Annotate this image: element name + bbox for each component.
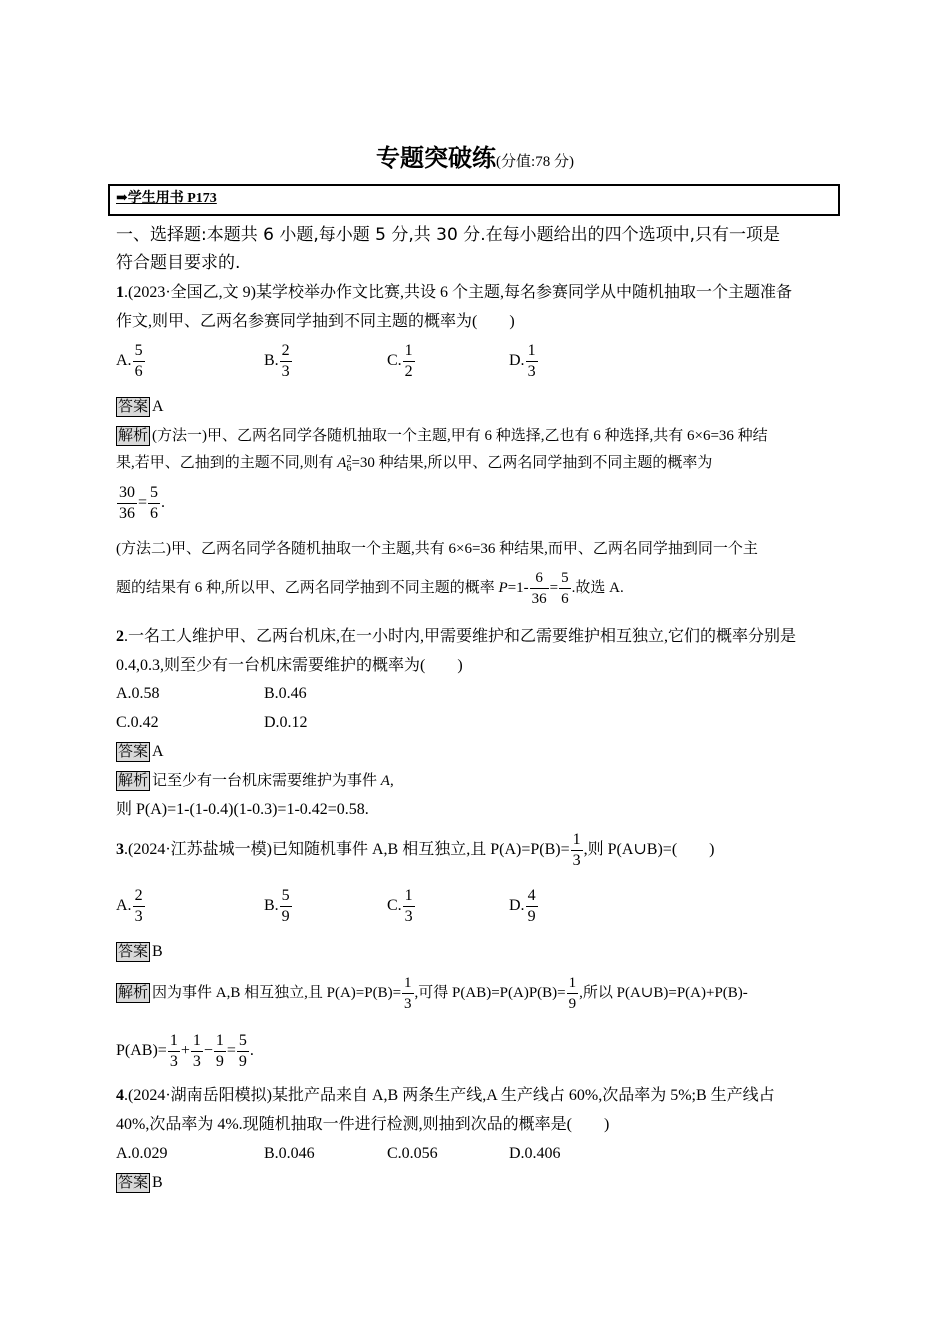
q4-option-d: D.0.406	[509, 1145, 561, 1162]
q1-option-a: A. $\frac{5}{6}$	[116, 342, 143, 380]
q4-option-a: A.0.029	[116, 1145, 168, 1162]
q1-option-d: D. $\frac{1}{3}$	[509, 342, 536, 380]
answer-label: 答案	[118, 1175, 149, 1191]
q3-option-b: B. $\frac{5}{9}$	[264, 887, 290, 925]
q2-stem-line1: 2.一名工人维护甲、乙两台机床,在一小时内,甲需要维护和乙需要维护相互独立,它们的概率分别是	[116, 628, 797, 645]
q3-analysis-line1: 解析 因为事件 A,B 相互独立,且 P(A)=P(B)= $\frac{1}{3}$ ,可得 P(AB)=P(A)P(B)= $\frac{1}{9}$ ,所以 P(A∪B)=P(A)+P(B)-	[118, 975, 748, 1012]
q2-option-c: C.0.42	[116, 714, 159, 731]
title-score: (分值:78 分)	[496, 154, 574, 170]
q1-analysis-line1: 解析 (方法一)甲、乙两名同学各随机抽取一个主题,甲有 6 种选择,乙也有 6 种选择,共有 6×6=36 种结	[118, 428, 768, 444]
q4-option-b: B.0.046	[264, 1145, 315, 1162]
analysis-label: 解析	[118, 428, 149, 444]
q1-analysis-line4: (方法二)甲、乙两名同学各随机抽取一个主题,共有 6×6=36 种结果,而甲、乙两名同学抽到同一个主	[116, 541, 758, 557]
section-heading-line2: 符合题目要求的.	[116, 253, 241, 273]
section-heading-line1: 一、选择题:本题共 6 小题,每小题 5 分,共 30 分.在每小题给出的四个选项中,只有一项是	[116, 225, 781, 245]
q1-answer: 答案 A	[118, 398, 164, 415]
book-reference-box	[108, 184, 840, 216]
q3-option-c: C. $\frac{1}{3}$	[387, 887, 413, 925]
q3-number: 3	[116, 841, 124, 859]
q2-analysis-line2: 则 P(A)=1-(1-0.4)(1-0.3)=1-0.42=0.58.	[116, 801, 369, 818]
answer-label: 答案	[118, 944, 149, 960]
page-title	[0, 144, 950, 173]
q2-answer: 答案 A	[118, 743, 164, 760]
q4-stem-line1: 4.(2024·湖南岳阳模拟)某批产品来自 A,B 两条生产线,A 生产线占 60%,次品率为 5%;B 生产线占	[116, 1087, 775, 1104]
analysis-label: 解析	[118, 773, 149, 789]
answer-label: 答案	[118, 399, 149, 415]
q1-stem-line1	[116, 283, 792, 302]
analysis-label: 解析	[118, 984, 149, 1001]
q2-stem-line2: 0.4,0.3,则至少有一台机床需要维护的概率为( )	[116, 657, 463, 674]
book-reference: ➡学生用书 P173	[116, 191, 217, 206]
q3-stem: 3.(2024·江苏盐城一模)已知随机事件 A,B 相互独立,且 P(A)=P(B)= $\frac{1}{3}$ ,则 P(A∪B)=( )	[116, 831, 715, 869]
q2-option-d: D.0.12	[264, 714, 308, 731]
q1-number: 1	[116, 284, 124, 301]
q2-analysis-line1: 解析 记至少有一台机床需要维护为事件 A,	[118, 773, 394, 789]
q2-option-b: B.0.46	[264, 685, 307, 702]
q4-number: 4	[116, 1087, 124, 1104]
q4-answer: 答案 B	[118, 1174, 163, 1191]
q3-option-d: D. $\frac{4}{9}$	[509, 887, 536, 925]
q1-option-b: B. $\frac{2}{3}$	[264, 342, 290, 380]
answer-label: 答案	[118, 744, 149, 760]
q1-stem-text: .(2023·全国乙,文 9)某学校举办作文比赛,共设 6 个主题,每名参赛同学从中随机抽取一个主题准备	[124, 284, 792, 301]
q2-number: 2	[116, 628, 124, 645]
q4-stem-line2: 40%,次品率为 4%.现随机抽取一件进行检测,则抽到次品的概率是( )	[116, 1116, 610, 1133]
q1-analysis-line5: 题的结果有 6 种,所以甲、乙两名同学抽到不同主题的概率 P=1- $\frac{6}{36}$ = $\frac{5}{6}$ .故选 A.	[116, 570, 624, 607]
q2-option-a: A.0.58	[116, 685, 160, 702]
q3-option-a: A. $\frac{2}{3}$	[116, 887, 143, 925]
q1-analysis-line3: $\frac{30}{36}$ = $\frac{5}{6}$ .	[119, 484, 166, 522]
q4-option-c: C.0.056	[387, 1145, 438, 1162]
q1-stem-line2: 作文,则甲、乙两名参赛同学抽到不同主题的概率为( )	[116, 313, 515, 330]
q3-answer: 答案 B	[118, 943, 163, 960]
q3-analysis-line2: P(AB)= $\frac{1}{3}$ + $\frac{1}{3}$ − $\frac{1}{9}$ = $\frac{5}{9}$ .	[116, 1032, 254, 1070]
title-main: 专题突破练	[376, 144, 497, 172]
q1-option-c: C. $\frac{1}{2}$	[387, 342, 413, 380]
q1-analysis-line2: 果,若甲、乙抽到的主题不同,则有 A 2 6 =30 种结果,所以甲、乙两名同学抽到不同主题的概率为	[116, 453, 713, 474]
